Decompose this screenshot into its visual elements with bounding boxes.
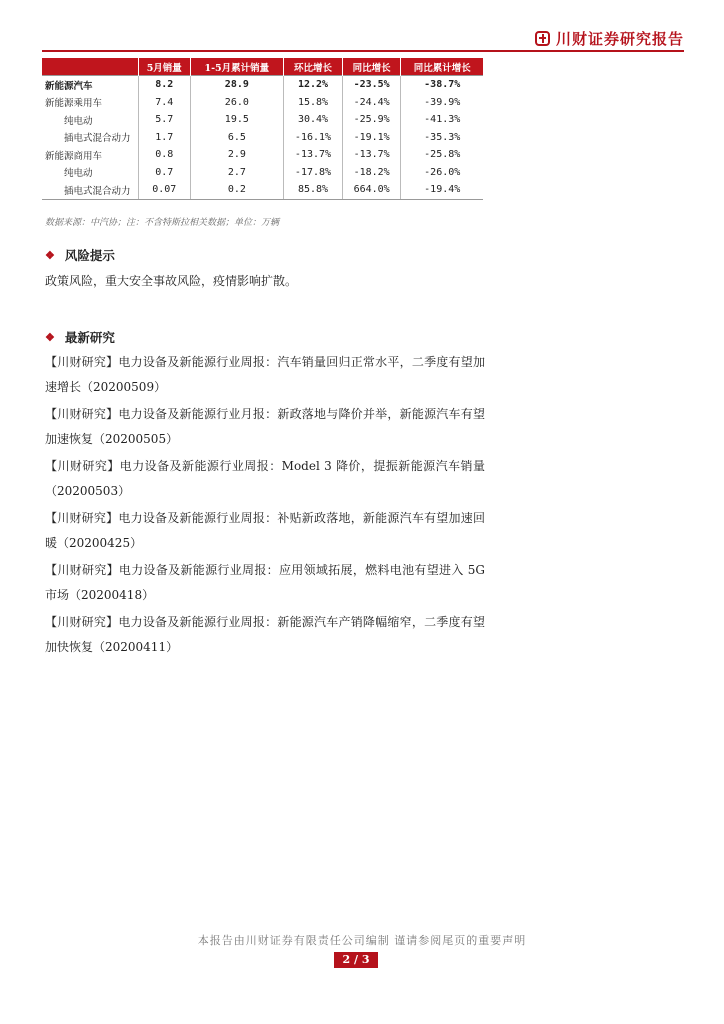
research-item: 【川财研究】电力设备及新能源行业周报：新能源汽车产销降幅缩窄，二季度有望加快恢复（20200411） (45, 615, 485, 654)
table-cell: 0.8 (139, 146, 191, 164)
table-cell: -39.9% (424, 96, 461, 108)
source-note: 数据来源：中汽协；注：不含特斯拉相关数据；单位：万辆 (45, 218, 280, 228)
table-cell: -23.5% (342, 76, 401, 94)
row-label: 新能源乘用车 (42, 94, 139, 112)
footer-disclaimer: 本报告由川财证券有限责任公司编制 谨请参阅尾页的重要声明 (197, 934, 527, 947)
table-cell: 2.7 (190, 164, 284, 182)
table-cell: 6.5 (190, 129, 284, 147)
table-cell: 26.0 (190, 94, 284, 112)
risk-section-title (45, 246, 115, 264)
table-cell: 7.4 (139, 94, 191, 112)
research-item: 【川财研究】电力设备及新能源行业月报：新政落地与降价并举，新能源汽车有望加速恢复（20200505） (45, 407, 485, 446)
table-cell: -19.1% (342, 129, 401, 147)
table-cell: -13.7% (284, 146, 343, 164)
row-label: 插电式混合动力 (42, 129, 139, 147)
table-cell: 8.2 (139, 76, 191, 94)
table-header-cell: 同比增长 (342, 58, 401, 76)
table-cell: 5.7 (139, 111, 191, 129)
table-cell: -25.9% (342, 111, 401, 129)
table-header-cell: 5月销量 (139, 58, 191, 76)
research-title: 最新研究 (64, 330, 115, 345)
table-row (42, 164, 483, 182)
row-label: 纯电动 (42, 164, 139, 182)
table-header-cell: 同比累计增长 (401, 58, 483, 76)
table-cell: -25.8% (424, 149, 461, 161)
table-cell: -17.8% (284, 164, 343, 182)
sales-table (42, 58, 483, 200)
diamond-bullet-icon: ❖ (45, 330, 55, 344)
brand-header (535, 28, 684, 49)
table-cell: -24.4% (342, 94, 401, 112)
research-item: 【川财研究】电力设备及新能源行业周报：汽车销量回归正常水平，二季度有望加速增长（20200509） (45, 355, 485, 394)
table-cell: -35.3% (424, 131, 461, 143)
table-header-cell: 环比增长 (284, 58, 343, 76)
brand-title: 川财证券研究报告 (555, 30, 684, 48)
table-header-cell (42, 58, 139, 76)
table-cell: 28.9 (190, 76, 284, 94)
row-label: 纯电动 (42, 111, 139, 129)
table-cell: -18.2% (342, 164, 401, 182)
table-row (42, 181, 483, 199)
table-cell: 30.4% (284, 111, 343, 129)
table-cell: 2.9 (190, 146, 284, 164)
chuancai-logo-icon (535, 31, 550, 46)
table-cell: -38.7% (401, 76, 483, 94)
table-row (42, 94, 483, 112)
table-row (42, 146, 483, 164)
risk-title: 风险提示 (64, 248, 115, 263)
research-list (45, 350, 485, 662)
research-item: 【川财研究】电力设备及新能源行业周报：补贴新政落地，新能源汽车有望加速回暖（20200425） (45, 511, 485, 550)
table-cell: 0.7 (139, 164, 191, 182)
header-divider (42, 50, 684, 52)
row-label: 插电式混合动力 (42, 181, 139, 199)
table-body (42, 76, 483, 200)
table-cell: 1.7 (139, 129, 191, 147)
row-label: 新能源商用车 (42, 146, 139, 164)
table-cell: 0.2 (190, 181, 284, 199)
table-row (42, 129, 483, 147)
table-row (42, 76, 483, 94)
table-cell: 85.8% (284, 181, 343, 199)
table-header-cell: 1-5月累计销量 (190, 58, 284, 76)
table-cell: -19.4% (401, 181, 483, 199)
research-item: 【川财研究】电力设备及新能源行业周报：Model 3 降价，提振新能源汽车销量（20200503） (45, 459, 485, 498)
research-section-title (45, 328, 115, 346)
table-cell: -16.1% (284, 129, 343, 147)
table-cell: 0.07 (139, 181, 191, 199)
table-cell: 15.8% (284, 94, 343, 112)
table-row (42, 111, 483, 129)
diamond-bullet-icon: ❖ (45, 248, 55, 262)
risk-text: 政策风险，重大安全事故风险，疫情影响扩散。 (45, 274, 298, 288)
page-number: 2 / 3 (334, 952, 378, 968)
table-cell: 12.2% (284, 76, 343, 94)
table-cell: -26.0% (424, 166, 461, 178)
table-cell: -13.7% (342, 146, 401, 164)
table-header-row (42, 58, 483, 76)
table-cell: -41.3% (424, 114, 461, 126)
table-cell: 664.0% (342, 181, 401, 199)
row-label: 新能源汽车 (42, 76, 139, 94)
research-item: 【川财研究】电力设备及新能源行业周报：应用领域拓展，燃料电池有望进入 5G 市场（20200418） (45, 563, 485, 602)
table-cell: 19.5 (190, 111, 284, 129)
